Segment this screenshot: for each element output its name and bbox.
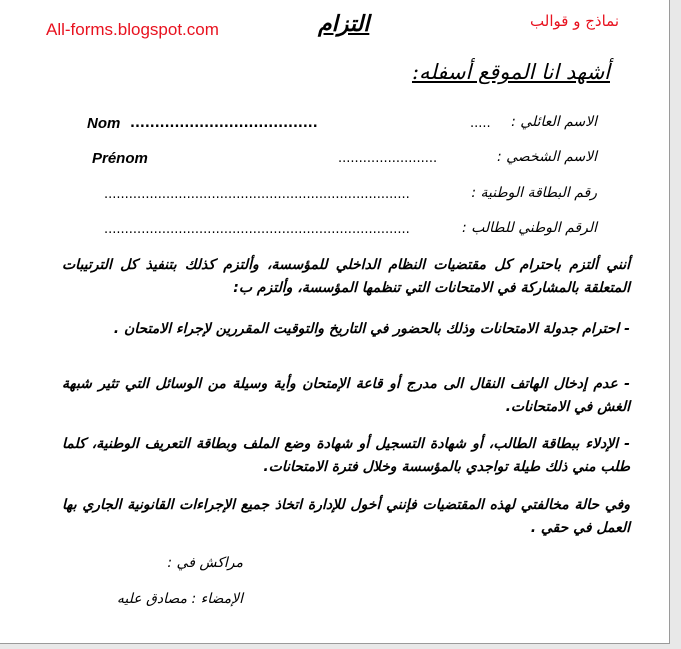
intro-statement: أشهد انا الموقع أسفله: [411, 60, 610, 84]
field-label-family-name: الاسم العائلي : [511, 114, 597, 130]
paragraph-phone-ban: - عدم إدخال الهاتف النقال الى مدرج أو قاعة الإمتحان وأية وسيلة من الوسائل التي تثير شبهة الغش في الامتحانات. [62, 376, 630, 415]
paragraph-commitment: أنني ألتزم باحترام كل مقتضيات النظام الداخلي للمؤسسة، وألتزم كذلك بتنفيذ كل الترتيبات المتعلقة بالمشاركة في الامتحانات التي تنظمها المؤسسة، وألتزم ب: [62, 257, 630, 296]
field-latin-nom: Nom [87, 115, 121, 132]
closing-signature: الإمضاء : مصادق عليه [116, 591, 243, 607]
vertical-scrollbar-track[interactable] [670, 0, 681, 649]
field-label-student-number: الرقم الوطني للطالب : [461, 220, 597, 236]
paragraph-exam-schedule: - احترام جدولة الامتحانات وذلك بالحضور في التاريخ والتوقيت المقررين لإجراء الامتحان . [113, 321, 630, 337]
site-url: All-forms.blogspot.com [46, 20, 219, 39]
field-label-national-id: رقم البطاقة الوطنية : [471, 185, 597, 201]
brand-label: نماذج و قوالب [530, 12, 619, 30]
field-latin-dots-nom: ...................................... [130, 116, 318, 131]
field-dots-first-name: ........................ [338, 151, 438, 166]
field-dots-family-name: ..... [470, 116, 491, 131]
document-title: التزام [318, 11, 370, 37]
paragraph-violation: وفي حالة مخالفتي لهذه المقتضيات فإنني أخول للإدارة اتخاذ جميع الإجراءات القانونية الجاري بها العمل في حقي . [62, 497, 630, 536]
field-dots-national-id: .......................................................................... [104, 187, 410, 202]
field-latin-prenom: Prénom [92, 150, 148, 167]
field-label-first-name: الاسم الشخصي : [496, 149, 597, 165]
field-dots-student-number: .......................................................................... [104, 222, 410, 237]
closing-place-date: مراكش في : [167, 555, 243, 571]
paragraph-student-card: - الإدلاء ببطاقة الطالب، أو شهادة التسجيل أو شهادة وضع الملف وبطاقة التعريف الوطنية، كلما طلب مني ذلك طيلة تواجدي بالمؤسسة وخلال فترة الامتحانات. [62, 436, 630, 475]
horizontal-scrollbar-track[interactable] [0, 644, 670, 649]
